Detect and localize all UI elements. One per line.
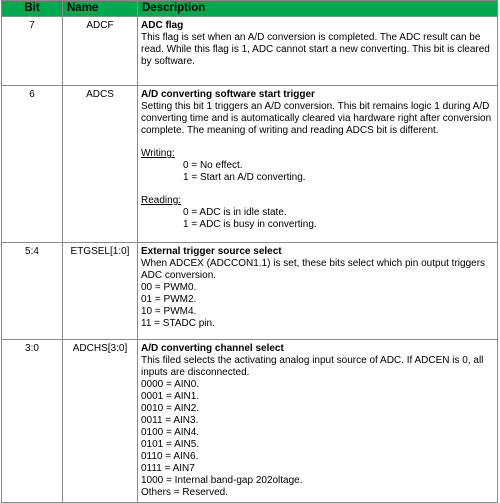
field-description: This filed selects the activating analog input source of ADC. If ADCEN is 0, all inputs are disconnected. (141, 355, 484, 378)
writing-option: 1 = Start an A/D converting. (183, 172, 306, 183)
reading-option: 1 = ADC is busy in converting. (183, 219, 317, 230)
field-description: Setting this bit 1 triggers an A/D conversion. This bit remains logic 1 during A/D converting time and is automatically cleared via hardware right after conversion complete. The meaning of writing and reading ADCS bit is different. (141, 101, 492, 136)
name-cell: ADCF (63, 17, 138, 86)
reading-option: 0 = ADC is in idle state. (183, 207, 287, 218)
description-cell (138, 86, 498, 243)
reading-label: Reading: (141, 195, 182, 206)
field-description: This flag is set when an A/D conversion is completed. The ADC result can be read. While this flag is 1, ADC cannot start a new converting. This bit is cleared by software. (141, 32, 490, 67)
option-item: Others = Reserved. (141, 487, 228, 498)
bit-cell: 3:0 (2, 340, 63, 503)
name-cell: ETGSEL[1:0] (63, 243, 138, 340)
name-cell: ADCHS[3:0] (63, 340, 138, 503)
name-cell: ADCS (63, 86, 138, 243)
option-item: 01 = PWM2. (141, 294, 197, 305)
option-item: 00 = PWM0. (141, 282, 197, 293)
table-header-row (2, 1, 498, 17)
table-row-adcf (2, 17, 498, 86)
header-bit: Bit (2, 1, 63, 17)
table-row-adchs (2, 340, 498, 503)
bit-cell: 5:4 (2, 243, 63, 340)
header-name: Name (63, 1, 138, 17)
option-item: 0101 = AIN5. (141, 439, 200, 450)
writing-option: 0 = No effect. (183, 160, 243, 171)
writing-label: Writing: (141, 148, 175, 159)
option-item: 0001 = AIN1. (141, 391, 200, 402)
field-title: ADC flag (141, 20, 184, 31)
option-item: 0000 = AIN0. (141, 379, 200, 390)
option-item: 10 = PWM4. (141, 306, 197, 317)
option-item: 11 = STADC pin. (141, 318, 215, 329)
option-item: 0111 = AIN7 (141, 463, 195, 474)
option-item: 0011 = AIN3. (141, 415, 199, 426)
table-row-etgsel (2, 243, 498, 340)
field-title: A/D converting channel select (141, 343, 284, 354)
register-description-table (1, 0, 498, 503)
bit-cell: 6 (2, 86, 63, 243)
option-item: 0110 = AIN6. (141, 451, 199, 462)
description-cell (138, 340, 498, 503)
field-title: A/D converting software start trigger (141, 89, 315, 100)
header-description: Description (138, 1, 498, 17)
field-title: External trigger source select (141, 246, 282, 257)
table-row-adcs (2, 86, 498, 243)
bit-cell: 7 (2, 17, 63, 86)
option-item: 0100 = AIN4. (141, 427, 200, 438)
option-item: 1000 = Internal band-gap 202oltage. (141, 475, 303, 486)
option-item: 0010 = AIN2. (141, 403, 200, 414)
description-cell (138, 17, 498, 86)
description-cell (138, 243, 498, 340)
field-description: When ADCEX (ADCCON1.1) is set, these bits select which pin output triggers ADC conversion. (141, 258, 486, 281)
